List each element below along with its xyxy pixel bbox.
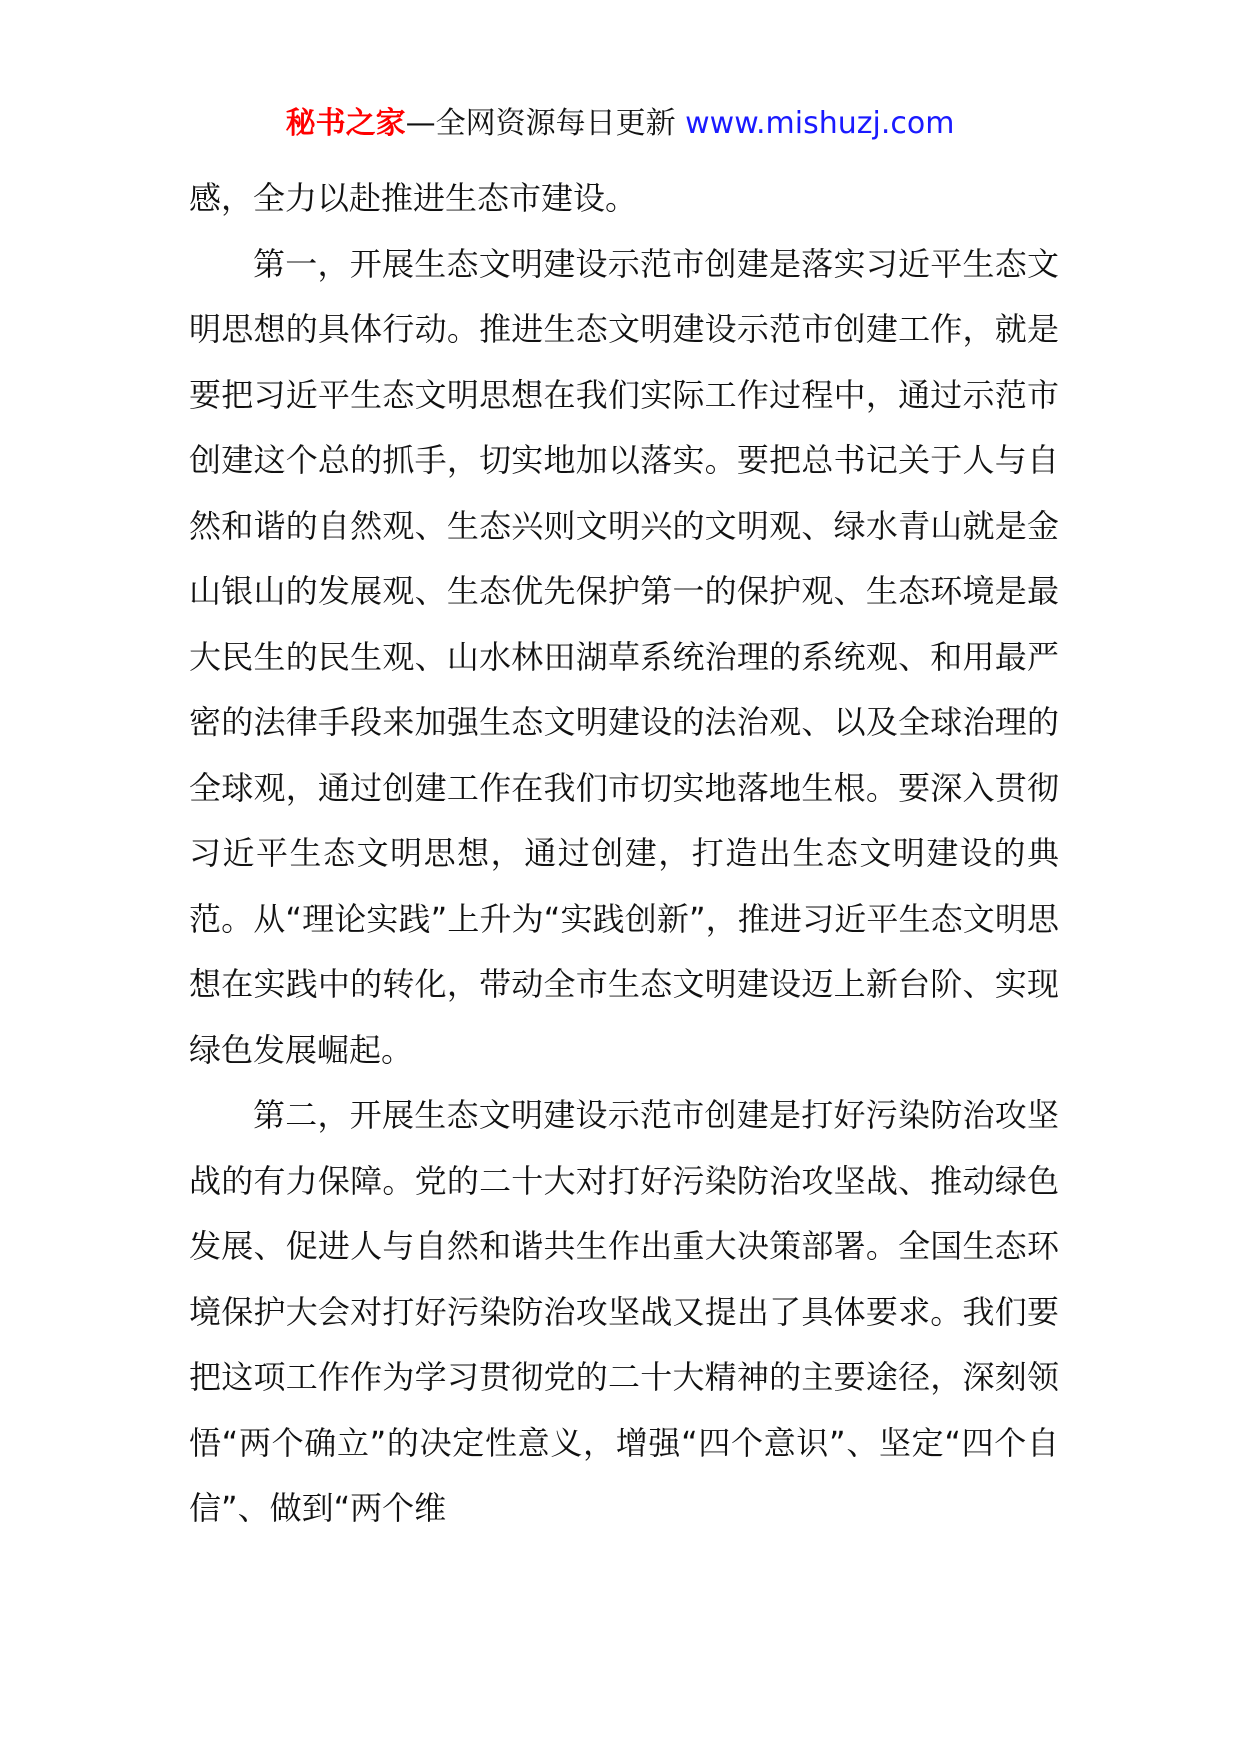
page-header — [0, 102, 1240, 146]
site-url-link[interactable]: www.mishuzj.com — [685, 106, 955, 141]
brand-name: 秘书之家 — [285, 106, 406, 141]
header-tagline: —全网资源每日更新 — [405, 106, 676, 141]
paragraph-continuation: 感，全力以赴推进生态市建设。 — [189, 179, 638, 217]
paragraph-second-point: 第二，开展生态文明建设示范市创建是打好污染防治攻坚战的有力保障。党的二十大对打好污染防治攻坚战、推动绿色发展、促进人与自然和谐共生作出重大决策部署。全国生态环境保护大会对打好污染防治攻坚战又提出了具体要求。我们要把这项工作作为学习贯彻党的二十大精神的主要途径，深刻领悟“两个确立”的决定性意义，增强“四个意识”、坚定“四个自信”、做到“两个维 — [189, 1096, 1059, 1527]
document-body — [189, 166, 1059, 1542]
paragraph-first-point: 第一，开展生态文明建设示范市创建是落实习近平生态文明思想的具体行动。推进生态文明建设示范市创建工作，就是要把习近平生态文明思想在我们实际工作过程中，通过示范市创建这个总的抓手，切实地加以落实。要把总书记关于人与自然和谐的自然观、生态兴则文明兴的文明观、绿水青山就是金山银山的发展观、生态优先保护第一的保护观、生态环境是最大民生的民生观、山水林田湖草系统治理的系统观、和用最严密的法律手段来加强生态文明建设的法治观、以及全球治理的全球观，通过创建工作在我们市切实地落地生根。要深入贯彻习近平生态文明思想，通过创建，打造出生态文明建设的典范。从“理论实践”上升为“实践创新”，推进习近平生态文明思想在实践中的转化，带动全市生态文明建设迈上新台阶、实现绿色发展崛起。 — [189, 244, 1059, 1069]
